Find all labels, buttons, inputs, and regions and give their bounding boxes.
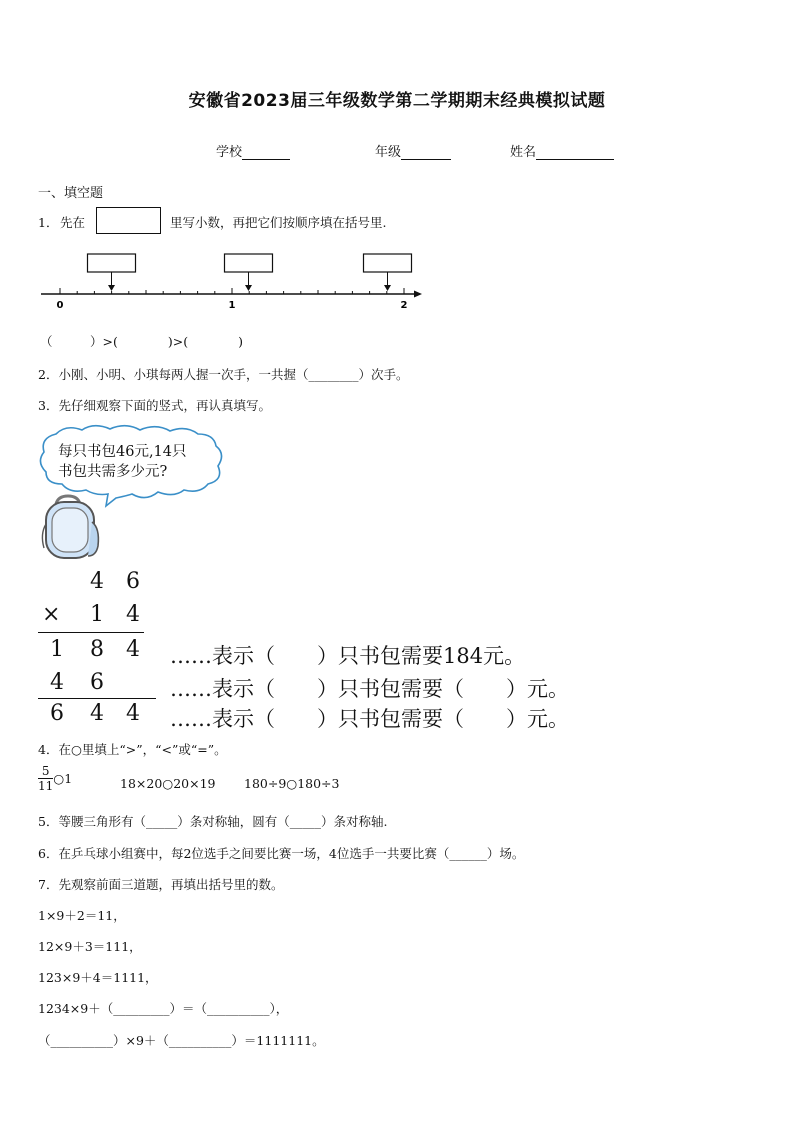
row5-digit-ones: 4 xyxy=(126,701,140,726)
row5-digit-hundreds: 6 xyxy=(50,701,64,726)
school-label: 学校 xyxy=(216,145,243,160)
q7-line-4: 1234×9＋（_________）＝（__________）， xyxy=(38,1001,289,1016)
row2-digit-ones: 4 xyxy=(126,602,140,627)
q7-line-1: 1×9＋2＝11， xyxy=(38,908,126,923)
number-line-box-1 xyxy=(88,254,136,272)
q7-line-2: 12×9＋3＝111， xyxy=(38,939,142,954)
row3-digit-ones: 4 xyxy=(126,637,140,662)
school-field[interactable] xyxy=(216,141,290,160)
fraction-numerator: 5 xyxy=(38,764,53,779)
times-sign: × xyxy=(42,602,61,627)
row1-digit-ones: 6 xyxy=(126,569,140,594)
page-title: 安徽省2023届三年级数学第二学期期末经典模拟试题 xyxy=(188,91,606,111)
bubble-line-1: 每只书包46元,14只 xyxy=(58,444,187,460)
q7-text: 7．先观察前面三道题，再填出括号里的数。 xyxy=(38,877,284,892)
fraction-denominator: 11 xyxy=(38,779,54,793)
number-line-box-2 xyxy=(225,254,273,272)
grade-field[interactable] xyxy=(375,141,451,160)
number-line xyxy=(36,248,428,312)
name-label: 姓名 xyxy=(510,145,537,160)
name-field[interactable] xyxy=(510,141,614,160)
row5-digit-tens: 4 xyxy=(90,701,104,726)
q6-text: 6．在乒乓球小组赛中，每2位选手之间要比赛一场，4位选手一共要比赛（______）场。 xyxy=(38,846,525,861)
bubble-line-2: 书包共需多少元? xyxy=(58,464,168,480)
line-divider-2 xyxy=(38,698,156,699)
q2-text: 2．小刚、小明、小琪每两人握一次手，一共握（________）次手。 xyxy=(38,367,409,382)
grade-label: 年级 xyxy=(375,145,402,160)
q1-text-after: 里写小数，再把它们按顺序填在括号里. xyxy=(170,215,387,230)
arrow-1 xyxy=(108,285,115,291)
q7-line-5: （__________）×9＋（__________）＝1111111。 xyxy=(38,1033,325,1048)
axis-label-0: 0 xyxy=(56,300,64,311)
note-3: ……表示（ ）只书包需要（ ）元。 xyxy=(170,707,569,731)
row2-digit-tens: 1 xyxy=(90,602,104,627)
row4-digit-tens: 6 xyxy=(90,670,104,695)
row3-digit-tens: 8 xyxy=(90,637,104,662)
section-heading: 一、填空题 xyxy=(38,186,104,201)
q5-text: 5．等腰三角形有（_____）条对称轴，圆有（_____）条对称轴. xyxy=(38,814,388,829)
backpack-image xyxy=(38,494,104,562)
q4-item-3: 180÷9○180÷3 xyxy=(244,776,340,791)
q1-decimal-box[interactable] xyxy=(96,207,161,234)
q4-item-1 xyxy=(38,764,72,793)
q4-text: 4．在○里填上“>”，“<”或“=”。 xyxy=(38,742,227,757)
row1-digit-tens: 4 xyxy=(90,569,104,594)
row4-digit-hundreds: 4 xyxy=(50,670,64,695)
q4-item-1-tail: ○1 xyxy=(53,771,73,786)
arrow-2 xyxy=(245,285,252,291)
note-1: ……表示（ ）只书包需要184元。 xyxy=(170,644,526,668)
q7-line-3: 123×9＋4＝1111， xyxy=(38,970,158,985)
axis-label-1: 1 xyxy=(228,300,236,311)
axis-arrowhead xyxy=(414,291,422,298)
fraction xyxy=(38,764,53,793)
row3-digit-hundreds: 1 xyxy=(50,637,64,662)
line-divider-1 xyxy=(38,632,144,633)
q1-text-before: 先在 xyxy=(60,215,86,230)
q1-number: 1． xyxy=(38,215,59,230)
note-2: ……表示（ ）只书包需要（ ）元。 xyxy=(170,677,569,701)
q1-order-line: （ ）>( )>( ) xyxy=(40,334,243,349)
axis-label-2: 2 xyxy=(400,300,408,311)
q3-text: 3．先仔细观察下面的竖式，再认真填写。 xyxy=(38,398,271,413)
number-line-box-3 xyxy=(364,254,412,272)
arrow-3 xyxy=(384,285,391,291)
q4-item-2: 18×20○20×19 xyxy=(120,776,216,791)
